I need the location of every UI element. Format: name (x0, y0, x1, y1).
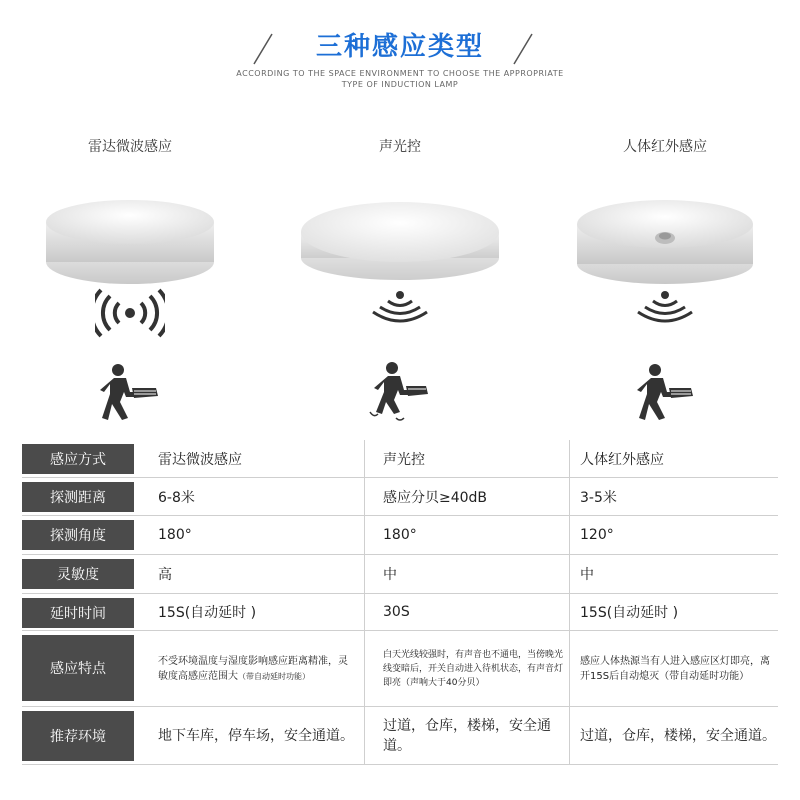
row-header: 感应特点 (22, 635, 134, 701)
slash-decoration-right (512, 32, 534, 66)
column-label: 人体红外感应 (623, 139, 707, 155)
table-cell (158, 631, 354, 706)
comparison-table (22, 440, 778, 765)
table-cell: 15S(自动延时 ) (569, 594, 778, 630)
table-cell: 感应人体热源当有人进入感应区灯即亮，离开15S后自动熄灭（带自动延时功能） (569, 631, 778, 706)
ceiling-lamp-image (301, 172, 499, 302)
table-cell-text: 不受环境温度与湿度影响感应距离精准，灵敏度高感应范围大 (158, 655, 348, 682)
subtitle (0, 68, 800, 90)
walking-person-icon (368, 362, 432, 422)
column-label: 雷达微波感应 (88, 139, 172, 155)
sound-wave-icon (370, 288, 430, 324)
row-header: 感应方式 (22, 444, 134, 474)
table-row-sensitivity (22, 555, 778, 594)
ceiling-lamp-image (46, 170, 214, 300)
row-header: 延时时间 (22, 598, 134, 628)
title-row (0, 26, 800, 63)
header (0, 18, 800, 98)
table-row-detection-distance (22, 478, 778, 516)
column-radar (0, 130, 260, 430)
table-cell: 6-8米 (158, 489, 195, 506)
table-cell: 30S (364, 594, 569, 630)
walking-person-icon (98, 362, 162, 422)
table-cell: 180° (364, 516, 569, 554)
table-cell-note: （带自动延时功能） (238, 671, 310, 681)
table-row-delay-time (22, 594, 778, 631)
table-cell: 过道，仓库，楼梯，安全通道。 (364, 707, 569, 764)
table-cell: 120° (569, 516, 778, 554)
row-header: 灵敏度 (22, 559, 134, 589)
column-label: 声光控 (379, 139, 421, 155)
infrared-wave-icon (635, 288, 695, 324)
table-cell: 中 (364, 555, 569, 593)
table-cell: 地下车库，停车场，安全通道。 (158, 727, 354, 744)
table-row-sensing-type (22, 440, 778, 478)
subtitle-line-2: TYPE OF INDUCTION LAMP (341, 80, 459, 89)
table-row-recommended-environment (22, 707, 778, 765)
table-cell: 雷达微波感应 (158, 451, 242, 468)
row-header: 推荐环境 (22, 711, 134, 761)
table-cell: 15S(自动延时 ) (158, 605, 257, 621)
row-header: 探测距离 (22, 482, 134, 512)
page-title: 三种感应类型 (315, 32, 484, 62)
slash-decoration-left (252, 32, 274, 66)
column-infrared (535, 130, 795, 430)
walking-person-icon (633, 362, 697, 422)
table-cell: 中 (569, 555, 778, 593)
table-cell: 感应分贝≥40dB (364, 478, 569, 515)
ceiling-lamp-image (577, 170, 753, 306)
table-cell: 人体红外感应 (569, 440, 778, 477)
column-sound-light (270, 130, 530, 430)
table-cell: 白天光线较强时，有声音也不通电，当傍晚光线变暗后，开关自动进入待机状态，有声音灯即亮（声响大于40分贝） (364, 631, 569, 706)
table-cell: 过道，仓库，楼梯，安全通道。 (569, 707, 778, 764)
table-cell: 声光控 (364, 440, 569, 477)
table-cell: 高 (158, 567, 172, 583)
table-cell: 3-5米 (569, 478, 778, 515)
table-cell: 180° (158, 527, 192, 543)
radar-wave-icon (95, 288, 165, 338)
table-row-detection-angle (22, 516, 778, 555)
subtitle-line-1: ACCORDING TO THE SPACE ENVIRONMENT TO CHOOSE THE APPROPRIATE (236, 69, 564, 78)
row-header: 探测角度 (22, 520, 134, 550)
table-row-features (22, 631, 778, 707)
